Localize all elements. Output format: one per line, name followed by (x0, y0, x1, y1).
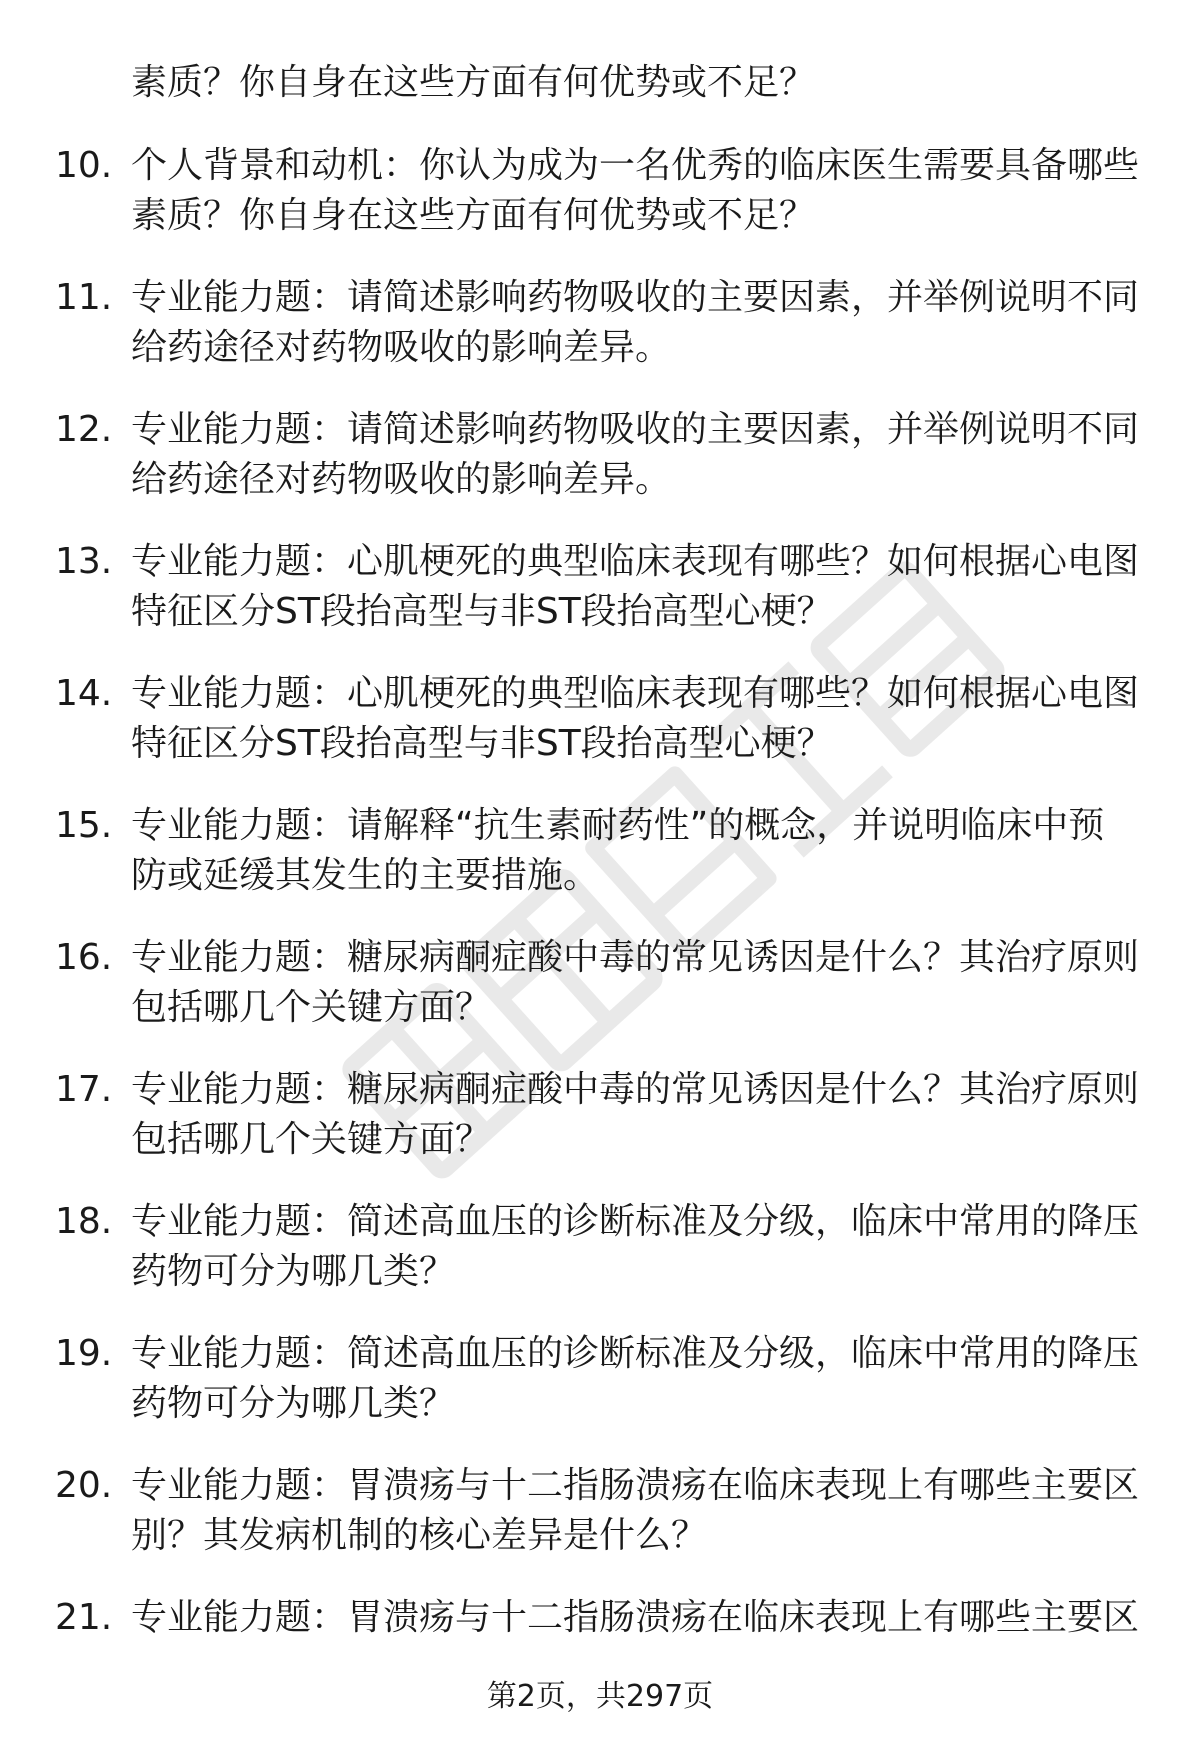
question-list (0, 141, 1200, 1725)
question-item (0, 801, 1200, 933)
question-number: 18. (55, 1201, 113, 1242)
question-text (131, 141, 1141, 241)
question-number: 21. (55, 1597, 113, 1638)
question-text (131, 1461, 1141, 1561)
question-text-line: 素质？你自身在这些方面有何优势或不足？ (131, 195, 816, 236)
question-item (0, 405, 1200, 537)
question-text-line: 药物可分为哪几类？ (131, 1251, 456, 1292)
question-text-line: 专业能力题：糖尿病酮症酸中毒的常见诱因是什么？其治疗原则 (131, 1069, 1140, 1110)
question-text-line: 特征区分ST段抬高型与非ST段抬高型心梗？ (131, 591, 833, 632)
question-text-line: 专业能力题：胃溃疡与十二指肠溃疡在临床表现上有哪些主要区 (131, 1597, 1140, 1638)
question-text-line: 特征区分ST段抬高型与非ST段抬高型心梗？ (131, 723, 833, 764)
question-text (131, 1329, 1141, 1429)
question-number: 13. (55, 541, 113, 582)
question-text-line: 防或延缓其发生的主要措施。 (131, 855, 600, 896)
continued-question-text: 素质？你自身在这些方面有何优势或不足？ (131, 62, 816, 103)
question-item (0, 1197, 1200, 1329)
question-item (0, 669, 1200, 801)
question-text-line: 包括哪几个关键方面？ (131, 1119, 492, 1160)
question-number: 12. (55, 409, 113, 450)
question-text-line: 专业能力题：请简述影响药物吸收的主要因素，并举例说明不同 (131, 277, 1140, 318)
question-text-line: 专业能力题：胃溃疡与十二指肠溃疡在临床表现上有哪些主要区 (131, 1465, 1140, 1506)
question-text-line: 专业能力题：简述高血压的诊断标准及分级，临床中常用的降压 (131, 1201, 1140, 1242)
question-text-line: 药物可分为哪几类？ (131, 1383, 456, 1424)
question-text-line: 别？其发病机制的核心差异是什么？ (131, 1515, 708, 1556)
question-text (131, 273, 1141, 373)
question-number: 16. (55, 937, 113, 978)
question-text-line: 专业能力题：糖尿病酮症酸中毒的常见诱因是什么？其治疗原则 (131, 937, 1140, 978)
question-item (0, 1461, 1200, 1593)
question-item (0, 273, 1200, 405)
question-text-line: 专业能力题：心肌梗死的典型临床表现有哪些？如何根据心电图 (131, 541, 1140, 582)
question-text (131, 933, 1141, 1033)
question-text-line: 专业能力题：请简述影响药物吸收的主要因素，并举例说明不同 (131, 409, 1140, 450)
question-text-line: 包括哪几个关键方面？ (131, 987, 492, 1028)
question-text (131, 801, 1141, 901)
question-text-line: 专业能力题：请解释“抗生素耐药性”的概念，并说明临床中预 (131, 805, 1105, 846)
question-number: 11. (55, 277, 113, 318)
question-number: 10. (55, 145, 113, 186)
question-text-line: 个人背景和动机：你认为成为一名优秀的临床医生需要具备哪些 (131, 145, 1140, 186)
question-number: 17. (55, 1069, 113, 1110)
question-number: 20. (55, 1465, 113, 1506)
question-item (0, 1329, 1200, 1461)
question-text (131, 669, 1141, 769)
question-text (131, 1593, 1141, 1643)
question-item (0, 141, 1200, 273)
question-text (131, 1065, 1141, 1165)
question-item (0, 933, 1200, 1065)
page-footer: 第2页，共297页 (486, 1679, 714, 1714)
question-number: 19. (55, 1333, 113, 1374)
question-number: 14. (55, 673, 113, 714)
question-text (131, 405, 1141, 505)
question-text-line: 给药途径对药物吸收的影响差异。 (131, 327, 672, 368)
question-text (131, 1197, 1141, 1297)
question-item (0, 1065, 1200, 1197)
question-text-line: 专业能力题：简述高血压的诊断标准及分级，临床中常用的降压 (131, 1333, 1140, 1374)
question-item (0, 537, 1200, 669)
question-text-line: 专业能力题：心肌梗死的典型临床表现有哪些？如何根据心电图 (131, 673, 1140, 714)
question-text (131, 537, 1141, 637)
question-text-line: 给药途径对药物吸收的影响差异。 (131, 459, 672, 500)
question-number: 15. (55, 805, 113, 846)
